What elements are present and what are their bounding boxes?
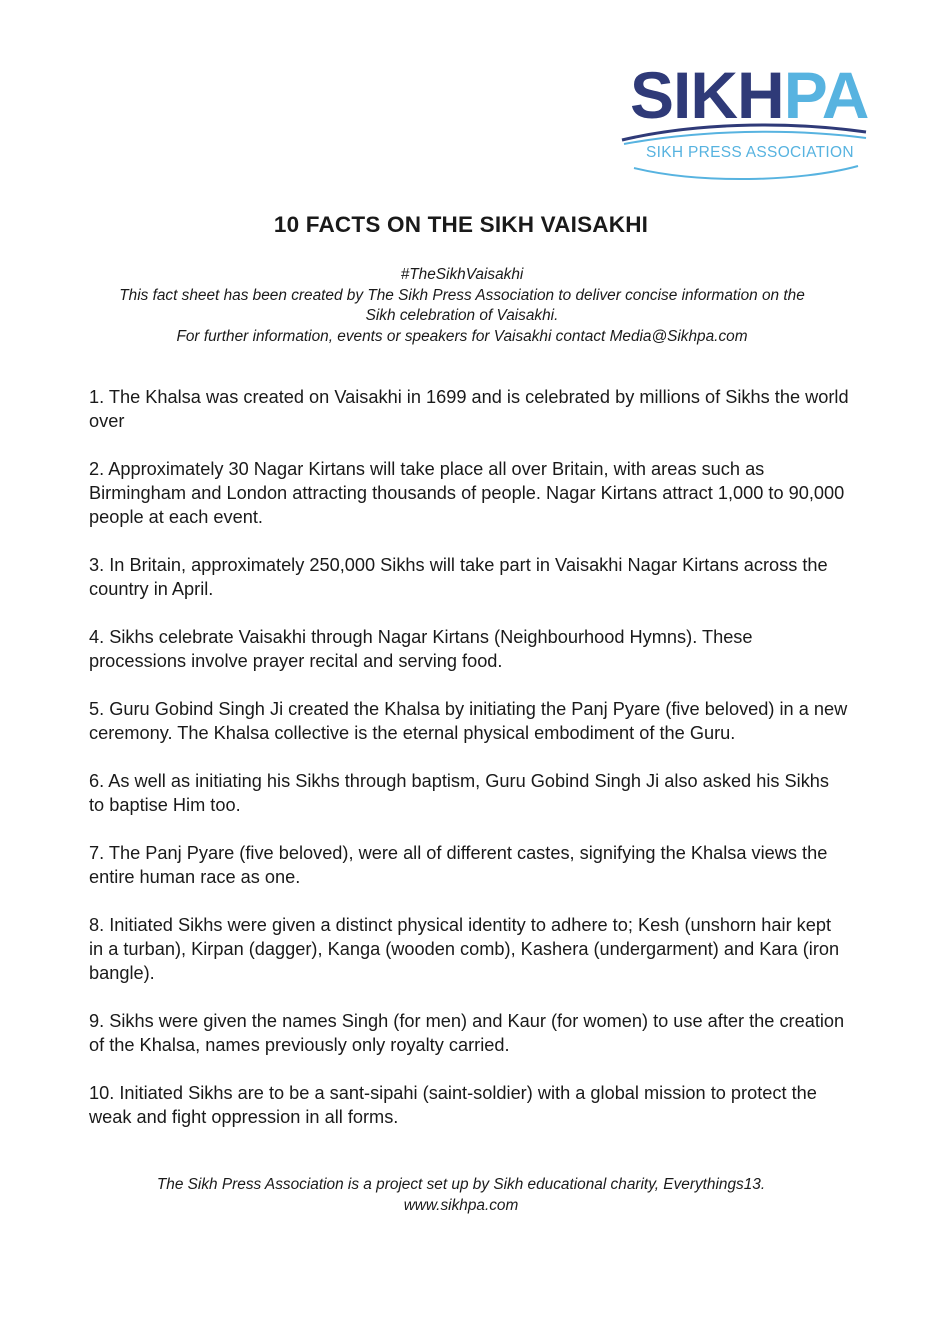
intro-hashtag: #TheSikhVaisakhi [400,266,524,283]
footer-note: The Sikh Press Association is a project set up by Sikh educational charity, Everythings13. [156,1176,766,1193]
logo-subtitle: SIKH PRESS ASSOCIATION [646,144,854,161]
fact-item: 7. The Panj Pyare (five beloved), were all of different castes, signifying the Khalsa views the entire human race as one. [89,843,828,887]
logo-wordmark-pa: PA [783,58,869,132]
page-title: 10 FACTS ON THE SIKH VAISAKHI [273,212,649,237]
intro-line: This fact sheet has been created by The Sikh Press Association to deliver concise information on the [119,286,805,304]
fact-item: 2. Approximately 30 Nagar Kirtans will take place all over Britain, with areas such as Birmingham and London attracting thousands of people. Nagar Kirtans attract 1,000 to 90,000 people at each event. [89,459,845,527]
fact-item: 9. Sikhs were given the names Singh (for men) and Kaur (for women) to use after the creation of the Khalsa, names previously only royalty carried. [89,1011,845,1055]
fact-item: 10. Initiated Sikhs are to be a sant-sipahi (saint-soldier) with a global mission to protect the weak and fight oppression in all forms. [89,1083,817,1127]
footer [0,1175,922,1216]
logo-underline-icon [620,162,870,184]
fact-item: 4. Sikhs celebrate Vaisakhi through Nagar Kirtans (Neighbourhood Hymns). These processions involve prayer recital and serving food. [89,627,753,671]
fact-item: 3. In Britain, approximately 250,000 Sikhs will take part in Vaisakhi Nagar Kirtans across the country in April. [89,555,828,599]
intro-line: Sikh celebration of Vaisakhi. [365,307,559,324]
sikhpa-logo [620,56,870,186]
footer-website: www.sikhpa.com [403,1196,519,1214]
intro-contact: For further information, events or speakers for Vaisakhi contact Media@Sikhpa.com [176,327,748,345]
fact-item: 5. Guru Gobind Singh Ji created the Khalsa by initiating the Panj Pyare (five beloved) in a new ceremony. The Khalsa collective is the eternal physical embodiment of the Guru. [89,699,848,743]
logo-wordmark-sikh: SIKH [630,58,784,132]
fact-item: 1. The Khalsa was created on Vaisakhi in 1699 and is celebrated by millions of Sikhs the world over [89,387,849,431]
intro-block [60,265,864,347]
fact-item: 6. As well as initiating his Sikhs through baptism, Guru Gobind Singh Ji also asked his Sikhs to baptise Him too. [89,771,830,815]
facts-list [89,385,849,1153]
fact-item: 8. Initiated Sikhs were given a distinct physical identity to adhere to; Kesh (unshorn hair kept in a turban), Kirpan (dagger), Kanga (wooden comb), Kashera (undergarment) and Kara (iron bangle). [89,915,840,983]
